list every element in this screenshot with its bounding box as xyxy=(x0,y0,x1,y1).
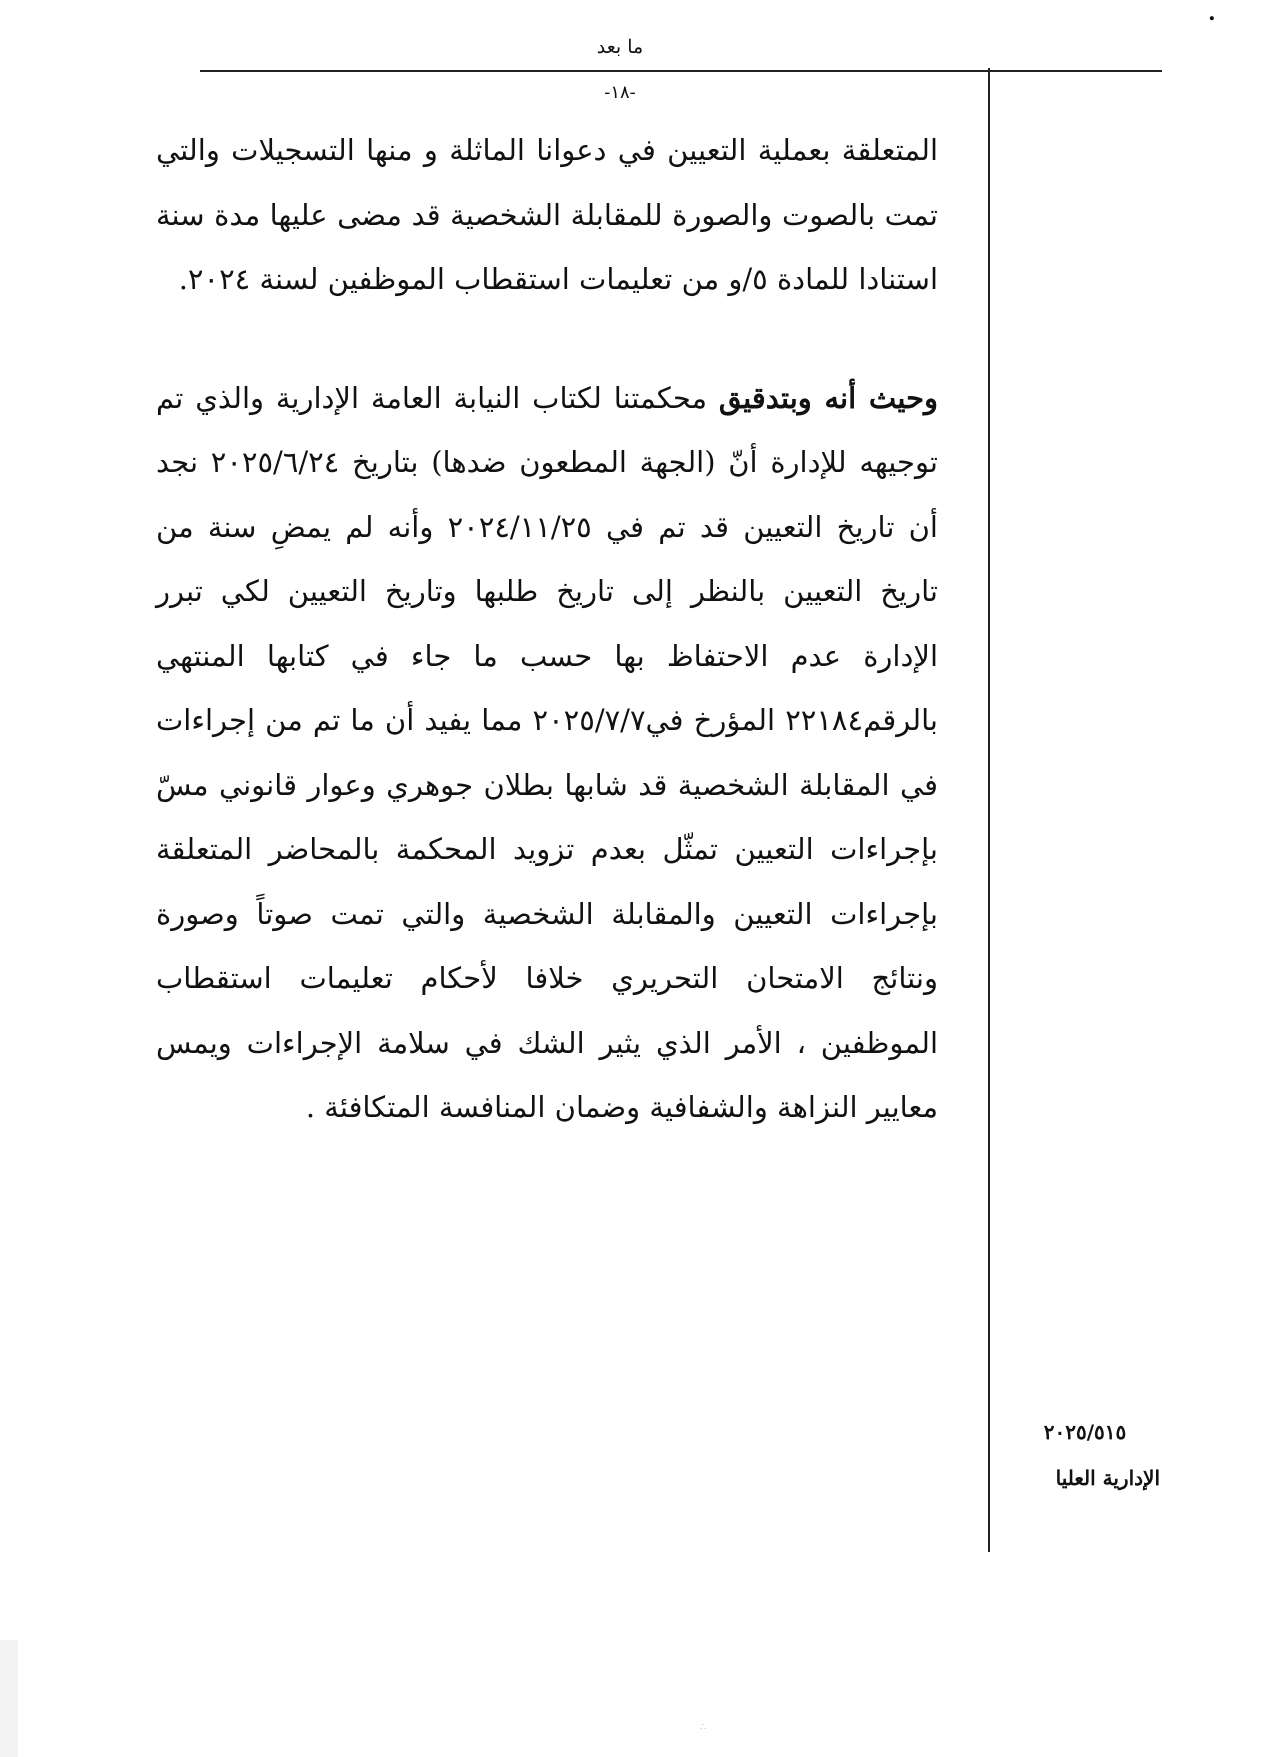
court-name: الإدارية العليا xyxy=(1055,1466,1160,1490)
case-number: ٢٠٢٥/٥١٥ xyxy=(1043,1420,1127,1444)
scan-artifact: ∴ xyxy=(700,1722,707,1733)
margin-divider xyxy=(988,68,990,1552)
paragraph-2 xyxy=(156,366,938,1140)
page-number: -١٨- xyxy=(604,82,636,103)
paragraph-2-lead: وحيث أنه وبتدقيق xyxy=(718,380,939,415)
corner-mark: . xyxy=(1208,0,1216,26)
top-rule xyxy=(200,70,1162,72)
judgment-body xyxy=(156,118,938,1140)
scan-edge-shadow xyxy=(0,1640,18,1757)
paragraph-2-text: محكمتنا لكتاب النيابة العامة الإدارية والذي تم توجيهه للإدارة أنّ (الجهة المطعون ضدها) بتاريخ ٢٠٢٥/٦/٢٤ نجد أن تاريخ التعيين قد تم في ٢٠٢٤/١١/٢٥ وأنه لم يمضِ سنة من تاريخ التعيين بالنظر إلى تاريخ طلبها وتاريخ التعيين لكي تبرر الإدارة عدم الاحتفاظ بها حسب ما جاء في كتابها المنتهي بالرقم٢٢١٨٤ المؤرخ في٢٠٢٥/٧/٧ مما يفيد أن ما تم من إجراءات في المقابلة الشخصية قد شابها بطلان جوهري وعوار قانوني مسّ بإجراءات التعيين تمثّل بعدم تزويد المحكمة بالمحاضر المتعلقة بإجراءات التعيين والمقابلة الشخصية والتي تمت صوتاً وصورة ونتائج الامتحان التحريري خلافا لأحكام تعليمات استقطاب الموظفين ، الأمر الذي يثير الشك في سلامة الإجراءات ويمس معايير النزاهة والشفافية وضمان المنافسة المتكافئة . xyxy=(156,380,939,1124)
continuation-label: ما بعد xyxy=(596,36,644,58)
paragraph-1: المتعلقة بعملية التعيين في دعوانا الماثلة و منها التسجيلات والتي تمت بالصوت والصورة للمقابلة الشخصية قد مضى عليها مدة سنة استنادا للمادة ٥/و من تعليمات استقطاب الموظفين لسنة ٢٠٢٤. xyxy=(156,133,938,296)
